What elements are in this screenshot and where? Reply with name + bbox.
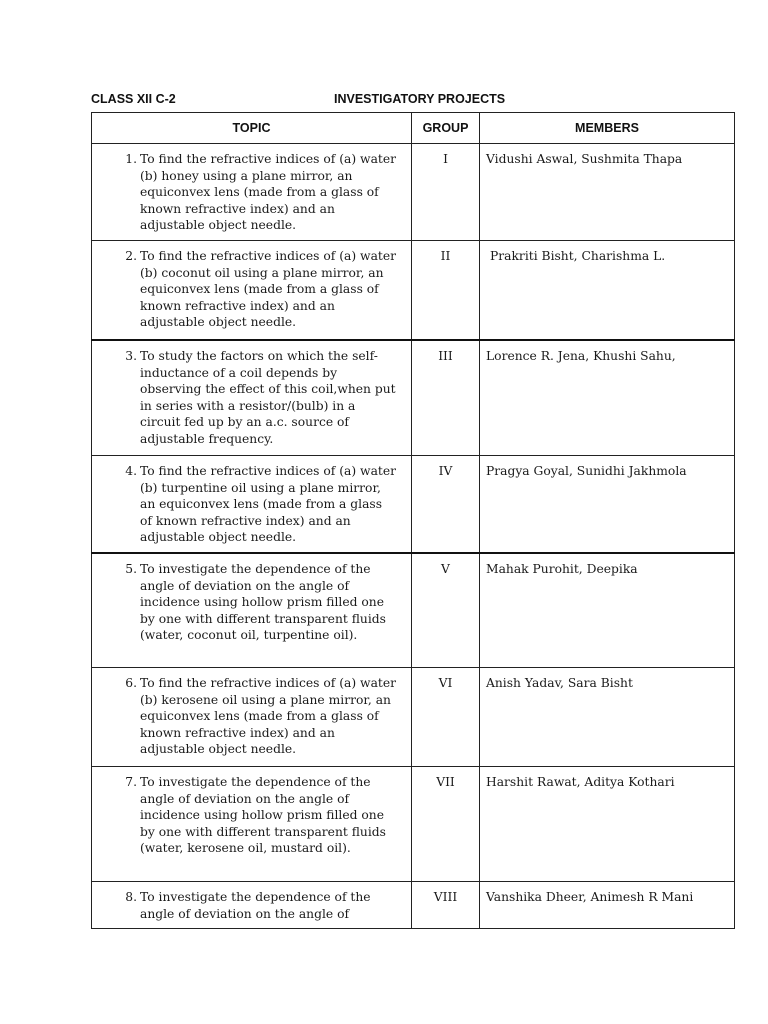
group-cell: IV xyxy=(412,455,480,553)
table-row xyxy=(92,667,735,766)
topic-text: To investigate the dependence of the angle of deviation on the angle of incidence using hollow prism filled one by one with different transparent fluids (water, kerosene oil, mustard oil). xyxy=(140,774,386,856)
topic-cell xyxy=(92,144,412,241)
group-cell: V xyxy=(412,553,480,668)
topic-text: To investigate the dependence of the angle of deviation on the angle of incidence using hollow prism filled one by one with different transparent fluids (water, coconut oil, turpentine oil). xyxy=(140,561,386,643)
table-row xyxy=(92,240,735,340)
row-number: 3. xyxy=(125,348,137,363)
table-row xyxy=(92,144,735,241)
members-cell: Lorence R. Jena, Khushi Sahu, xyxy=(480,340,735,456)
members-cell: Pragya Goyal, Sunidhi Jakhmola xyxy=(480,455,735,553)
members-cell: Anish Yadav, Sara Bisht xyxy=(480,667,735,766)
members-cell: Vanshika Dheer, Animesh R Mani xyxy=(480,881,735,928)
row-number: 5. xyxy=(125,561,137,576)
table-header-row xyxy=(92,113,735,144)
row-number: 8. xyxy=(125,889,137,904)
members-cell: Vidushi Aswal, Sushmita Thapa xyxy=(480,144,735,241)
table-row xyxy=(92,766,735,881)
members-cell: Mahak Purohit, Deepika xyxy=(480,553,735,668)
column-header-group: GROUP xyxy=(412,113,480,144)
group-cell: III xyxy=(412,340,480,456)
row-number: 2. xyxy=(125,248,137,263)
topic-cell xyxy=(92,667,412,766)
projects-table xyxy=(91,112,735,929)
topic-cell xyxy=(92,553,412,668)
topic-text: To find the refractive indices of (a) water (b) turpentine oil using a plane mirror, an equiconvex lens (made from a glass of known refractive index) and an adjustable object needle. xyxy=(140,463,397,545)
topic-text: To study the factors on which the self-inductance of a coil depends by observing the effect of this coil,when put in series with a resistor/(bulb) in a circuit fed up by an a.c. source of adjustable frequency. xyxy=(140,348,396,446)
topic-text: To find the refractive indices of (a) water (b) coconut oil using a plane mirror, an equiconvex lens (made from a glass of known refractive index) and an adjustable object needle. xyxy=(140,248,397,330)
class-label: CLASS XII C-2 xyxy=(91,92,176,106)
document-title: INVESTIGATORY PROJECTS xyxy=(334,92,506,106)
row-number: 4. xyxy=(125,463,137,478)
topic-cell xyxy=(92,240,412,340)
table-row xyxy=(92,553,735,668)
table-row xyxy=(92,455,735,553)
column-header-topic: TOPIC xyxy=(92,113,412,144)
topic-cell xyxy=(92,766,412,881)
members-cell: Prakriti Bisht, Charishma L. xyxy=(480,240,735,340)
topic-cell xyxy=(92,340,412,456)
topic-text: To find the refractive indices of (a) water (b) honey using a plane mirror, an equiconvex lens (made from a glass of known refractive index) and an adjustable object needle. xyxy=(140,152,397,233)
table-row xyxy=(92,340,735,456)
page-header xyxy=(91,92,734,112)
row-number: 6. xyxy=(125,675,137,690)
table-row xyxy=(92,881,735,928)
group-cell: II xyxy=(412,240,480,340)
topic-text: To investigate the dependence of the angle of deviation on the angle of xyxy=(140,889,371,921)
group-cell: VII xyxy=(412,766,480,881)
topic-cell xyxy=(92,881,412,928)
group-cell: I xyxy=(412,144,480,241)
topic-text: To find the refractive indices of (a) water (b) kerosene oil using a plane mirror, an equiconvex lens (made from a glass of known refractive index) and an adjustable object needle. xyxy=(140,675,397,757)
row-number: 1. xyxy=(125,152,137,166)
group-cell: VI xyxy=(412,667,480,766)
topic-cell xyxy=(92,455,412,553)
members-cell: Harshit Rawat, Aditya Kothari xyxy=(480,766,735,881)
group-cell: VIII xyxy=(412,881,480,928)
row-number: 7. xyxy=(125,774,137,789)
column-header-members: MEMBERS xyxy=(480,113,735,144)
